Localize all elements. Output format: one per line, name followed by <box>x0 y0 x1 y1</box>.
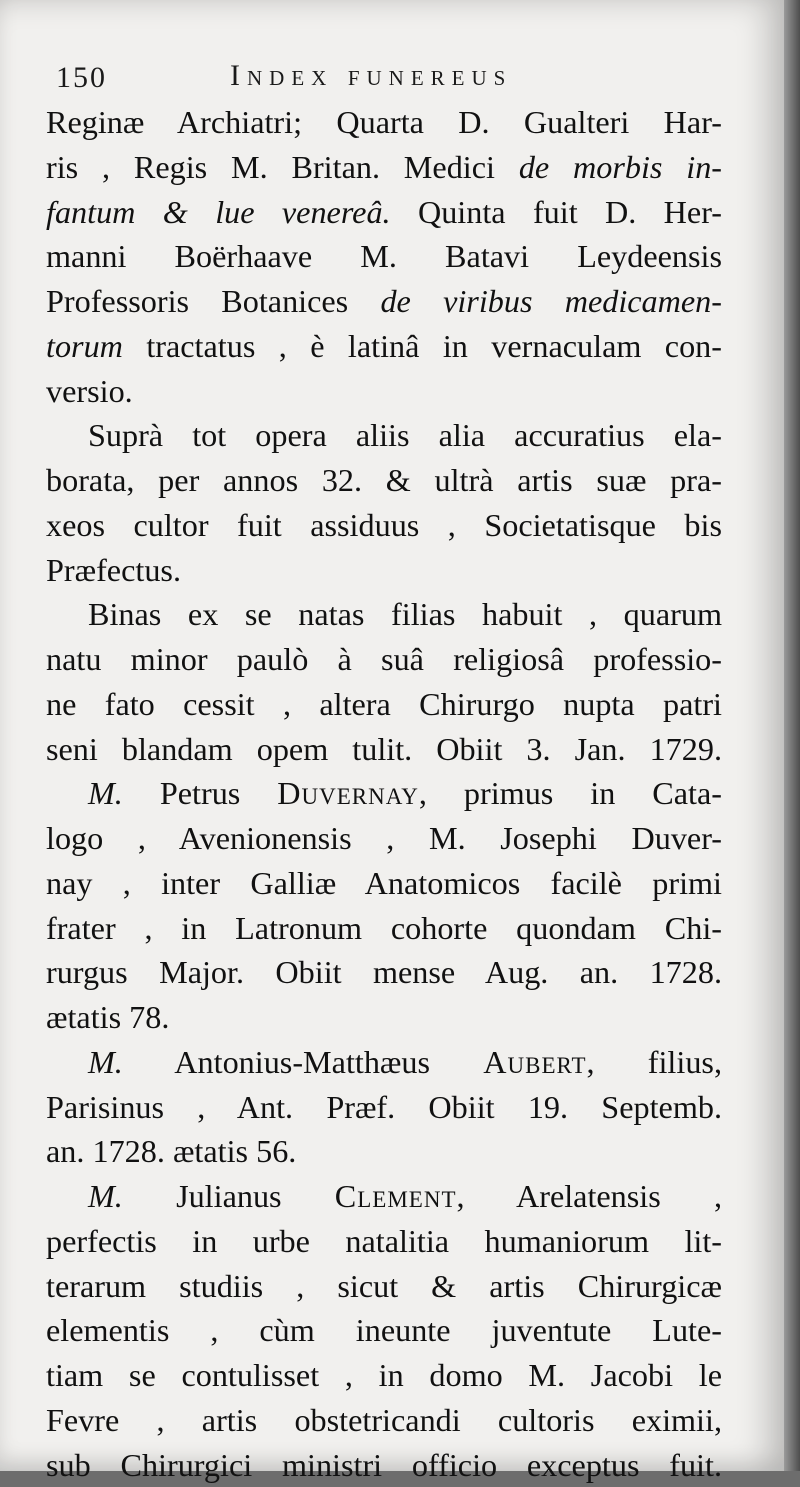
given-name: Antonius-Matthæus <box>174 1044 430 1080</box>
text-line: borata, per annos 32. & ultrà artis suæ pra- <box>46 458 722 503</box>
text-line: ne fato cessit , altera Chirurgo nupta patri <box>46 682 722 727</box>
given-name: Julianus <box>176 1178 282 1214</box>
text-line: nay , inter Galliæ Anatomicos facilè primi <box>46 861 722 906</box>
running-title: Index funereus <box>230 59 512 93</box>
text-run: ris , Regis M. Britan. Medici <box>46 149 495 185</box>
italic-title: torum <box>46 328 123 364</box>
italic-title: de morbis in- <box>519 149 722 185</box>
text-line: logo , Avenionensis , M. Josephi Duver- <box>46 816 722 861</box>
text-line: frater , in Latronum cohorte quondam Chi- <box>46 906 722 951</box>
italic-title: fantum & lue venereâ. <box>46 194 391 230</box>
surname: Duvernay <box>277 775 419 811</box>
text-line: manni Boërhaave M. Batavi Leydeensis <box>46 234 722 279</box>
text-line: natu minor paulò à suâ religiosâ professio- <box>46 637 722 682</box>
text-line <box>46 1174 722 1219</box>
text-line: elementis , cùm ineunte juventute Lute- <box>46 1308 722 1353</box>
text-line: Fevre , artis obstetricandi cultoris eximii, <box>46 1398 722 1443</box>
text-line: an. 1728. ætatis 56. <box>46 1129 722 1174</box>
text-line: xeos cultor fuit assiduus , Societatisque bis <box>46 503 722 548</box>
text-line: terarum studiis , sicut & artis Chirurgicæ <box>46 1264 722 1309</box>
text-line: versio. <box>46 369 722 414</box>
text-run: Professoris Botanices <box>46 283 348 319</box>
body-text <box>46 100 722 1487</box>
text-line: sub Chirurgici ministri officio exceptus fuit. <box>46 1443 722 1487</box>
text-line <box>46 771 722 816</box>
page-number: 150 <box>56 61 107 95</box>
text-line <box>46 145 722 190</box>
italic-title: de viribus medicamen- <box>380 283 722 319</box>
text-line <box>46 279 722 324</box>
text-run: tractatus , è latinâ in vernaculam con- <box>146 328 722 364</box>
text-line: seni blandam opem tulit. Obiit 3. Jan. 1729. <box>46 727 722 772</box>
text-line: Præfectus. <box>46 548 722 593</box>
text-line: perfectis in urbe natalitia humaniorum lit- <box>46 1219 722 1264</box>
text-line <box>46 1040 722 1085</box>
title-abbrev: M. <box>88 1178 123 1214</box>
text-line: ætatis 78. <box>46 995 722 1040</box>
page-edge-shadow <box>784 0 800 1471</box>
title-abbrev: M. <box>88 775 123 811</box>
page-header <box>52 55 712 101</box>
given-name: Petrus <box>160 775 240 811</box>
text-run: , filius, <box>587 1044 722 1080</box>
text-run: , Arelatensis , <box>457 1178 723 1214</box>
text-line: rurgus Major. Obiit mense Aug. an. 1728. <box>46 950 722 995</box>
text-line <box>46 190 722 235</box>
text-line: Binas ex se natas filias habuit , quarum <box>46 592 722 637</box>
surname: Aubert <box>483 1044 586 1080</box>
surname: Clement <box>335 1178 457 1214</box>
title-abbrev: M. <box>88 1044 123 1080</box>
text-run: , primus in Cata- <box>419 775 722 811</box>
text-line: Suprà tot opera aliis alia accuratius ela- <box>46 413 722 458</box>
text-line <box>46 324 722 369</box>
text-line: Reginæ Archiatri; Quarta D. Gualteri Har- <box>46 100 722 145</box>
text-run: Quinta fuit D. Her- <box>418 194 722 230</box>
text-line: tiam se contulisset , in domo M. Jacobi le <box>46 1353 722 1398</box>
text-line: Parisinus , Ant. Præf. Obiit 19. Septemb. <box>46 1085 722 1130</box>
